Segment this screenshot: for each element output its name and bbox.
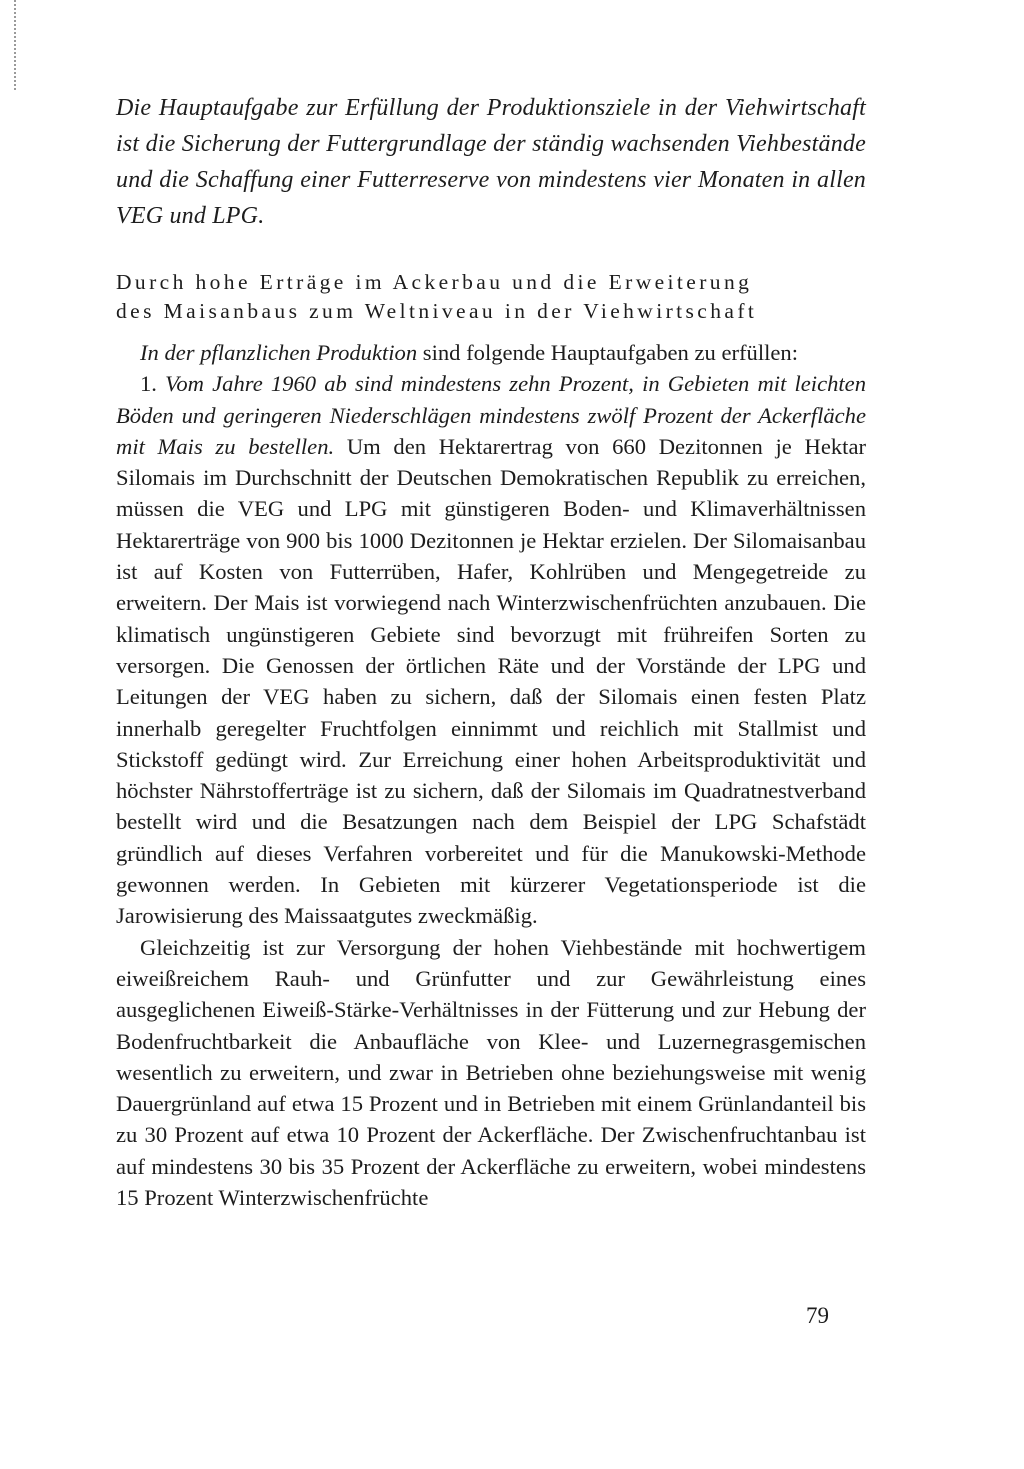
paragraph-2-number: 1. — [140, 371, 166, 397]
heading-line-2: des Maisanbaus zum Weltniveau in der Viehwirtschaft — [116, 299, 758, 323]
paragraph-3: Gleichzeitig ist zur Versorgung der hohen Viehbestände mit hochwertigem eiweißreichem Rauh- und Grünfutter und zur Gewährleistung eines ausgeglichenen Eiweiß-Stärke-Verhältnisses in der Fütterung und zur Hebung der Bodenfruchtbarkeit die Anbaufläche von Klee- und Luzernegrasgemischen wesentlich zu erweitern, und zwar in Betrieben ohne beziehungsweise mit wenig Dauergrünland auf etwa 15 Prozent und in Betrieben mit einem Grünlandanteil bis zu 30 Prozent auf etwa 10 Prozent der Ackerfläche. Der Zwischenfruchtanbau ist auf mindestens 30 bis 35 Prozent der Ackerfläche zu erweitern, wobei mindestens 15 Prozent Winterzwischenfrüchte — [116, 934, 866, 1211]
intro-paragraph: Die Hauptaufgabe zur Erfüllung der Produktionsziele in der Viehwirtschaft ist die Sicherung der Futtergrundlage der ständig wachsenden Viehbestände und die Schaffung einer Futterreserve von mindestens vier Monaten in allen VEG und LPG. — [116, 95, 866, 229]
paragraph-2 — [116, 368, 866, 931]
page-number: 79 — [806, 1303, 829, 1328]
paragraph-2-text: Um den Hektarertrag von 660 Dezitonnen je Hektar Silomais im Durchschnitt der Deutschen Demokratischen Republik zu erreichen, müssen die VEG und LPG mit günstigeren Boden- und Klimaverhältnissen Hektarerträge von 900 bis 1000 Dezitonnen je Hektar erzielen. Der Silomaisanbau ist auf Kosten von Futterrüben, Hafer, Kohlrüben und Mengegetreide zu erweitern. Der Mais ist vorwiegend nach Winterzwischenfrüchten anzubauen. Die klimatisch ungünstigeren Gebiete sind bevorzugt mit frühreifen Sorten zu versorgen. Die Genossen der örtlichen Räte und der Vorstände der LPG und Leitungen der VEG haben zu sichern, daß der Silomais einen festen Platz innerhalb geregelter Fruchtfolgen einnimmt und reichlich mit Stallmist und Stickstoff gedüngt wird. Zur Erreichung einer hohen Arbeitsproduktivität und höchster Nährstofferträge ist zu sichern, daß der Silomais im Quadratnestverband bestellt wird und die Besatzungen nach dem Beispiel der LPG Schafstädt gründlich auf dieses Verfahren vorbereitet und für die Manukowski-Methode gewonnen werden. In Gebieten mit kürzerer Vegetationsperiode ist die Jarowisierung des Maissaatgutes zweckmäßig. — [116, 433, 866, 929]
paragraph-1 — [116, 337, 866, 368]
paragraph-1-text: sind folgende Hauptaufgaben zu erfüllen: — [417, 340, 798, 365]
paragraph-1-italic: In der pflanzlichen Produktion — [140, 340, 418, 365]
page-edge-marks — [14, 0, 22, 90]
paragraph-2-italic: Vom Jahre 1960 ab sind mindestens zehn Prozent, in Gebieten mit leichten Böden und geringeren Niederschlägen mindestens zwölf Prozent der Ackerfläche mit Mais zu bestellen. — [116, 371, 867, 459]
body-text — [116, 337, 866, 1213]
section-heading — [116, 268, 866, 326]
heading-line-1: Durch hohe Erträge im Ackerbau und die Erweiterung — [116, 270, 753, 294]
